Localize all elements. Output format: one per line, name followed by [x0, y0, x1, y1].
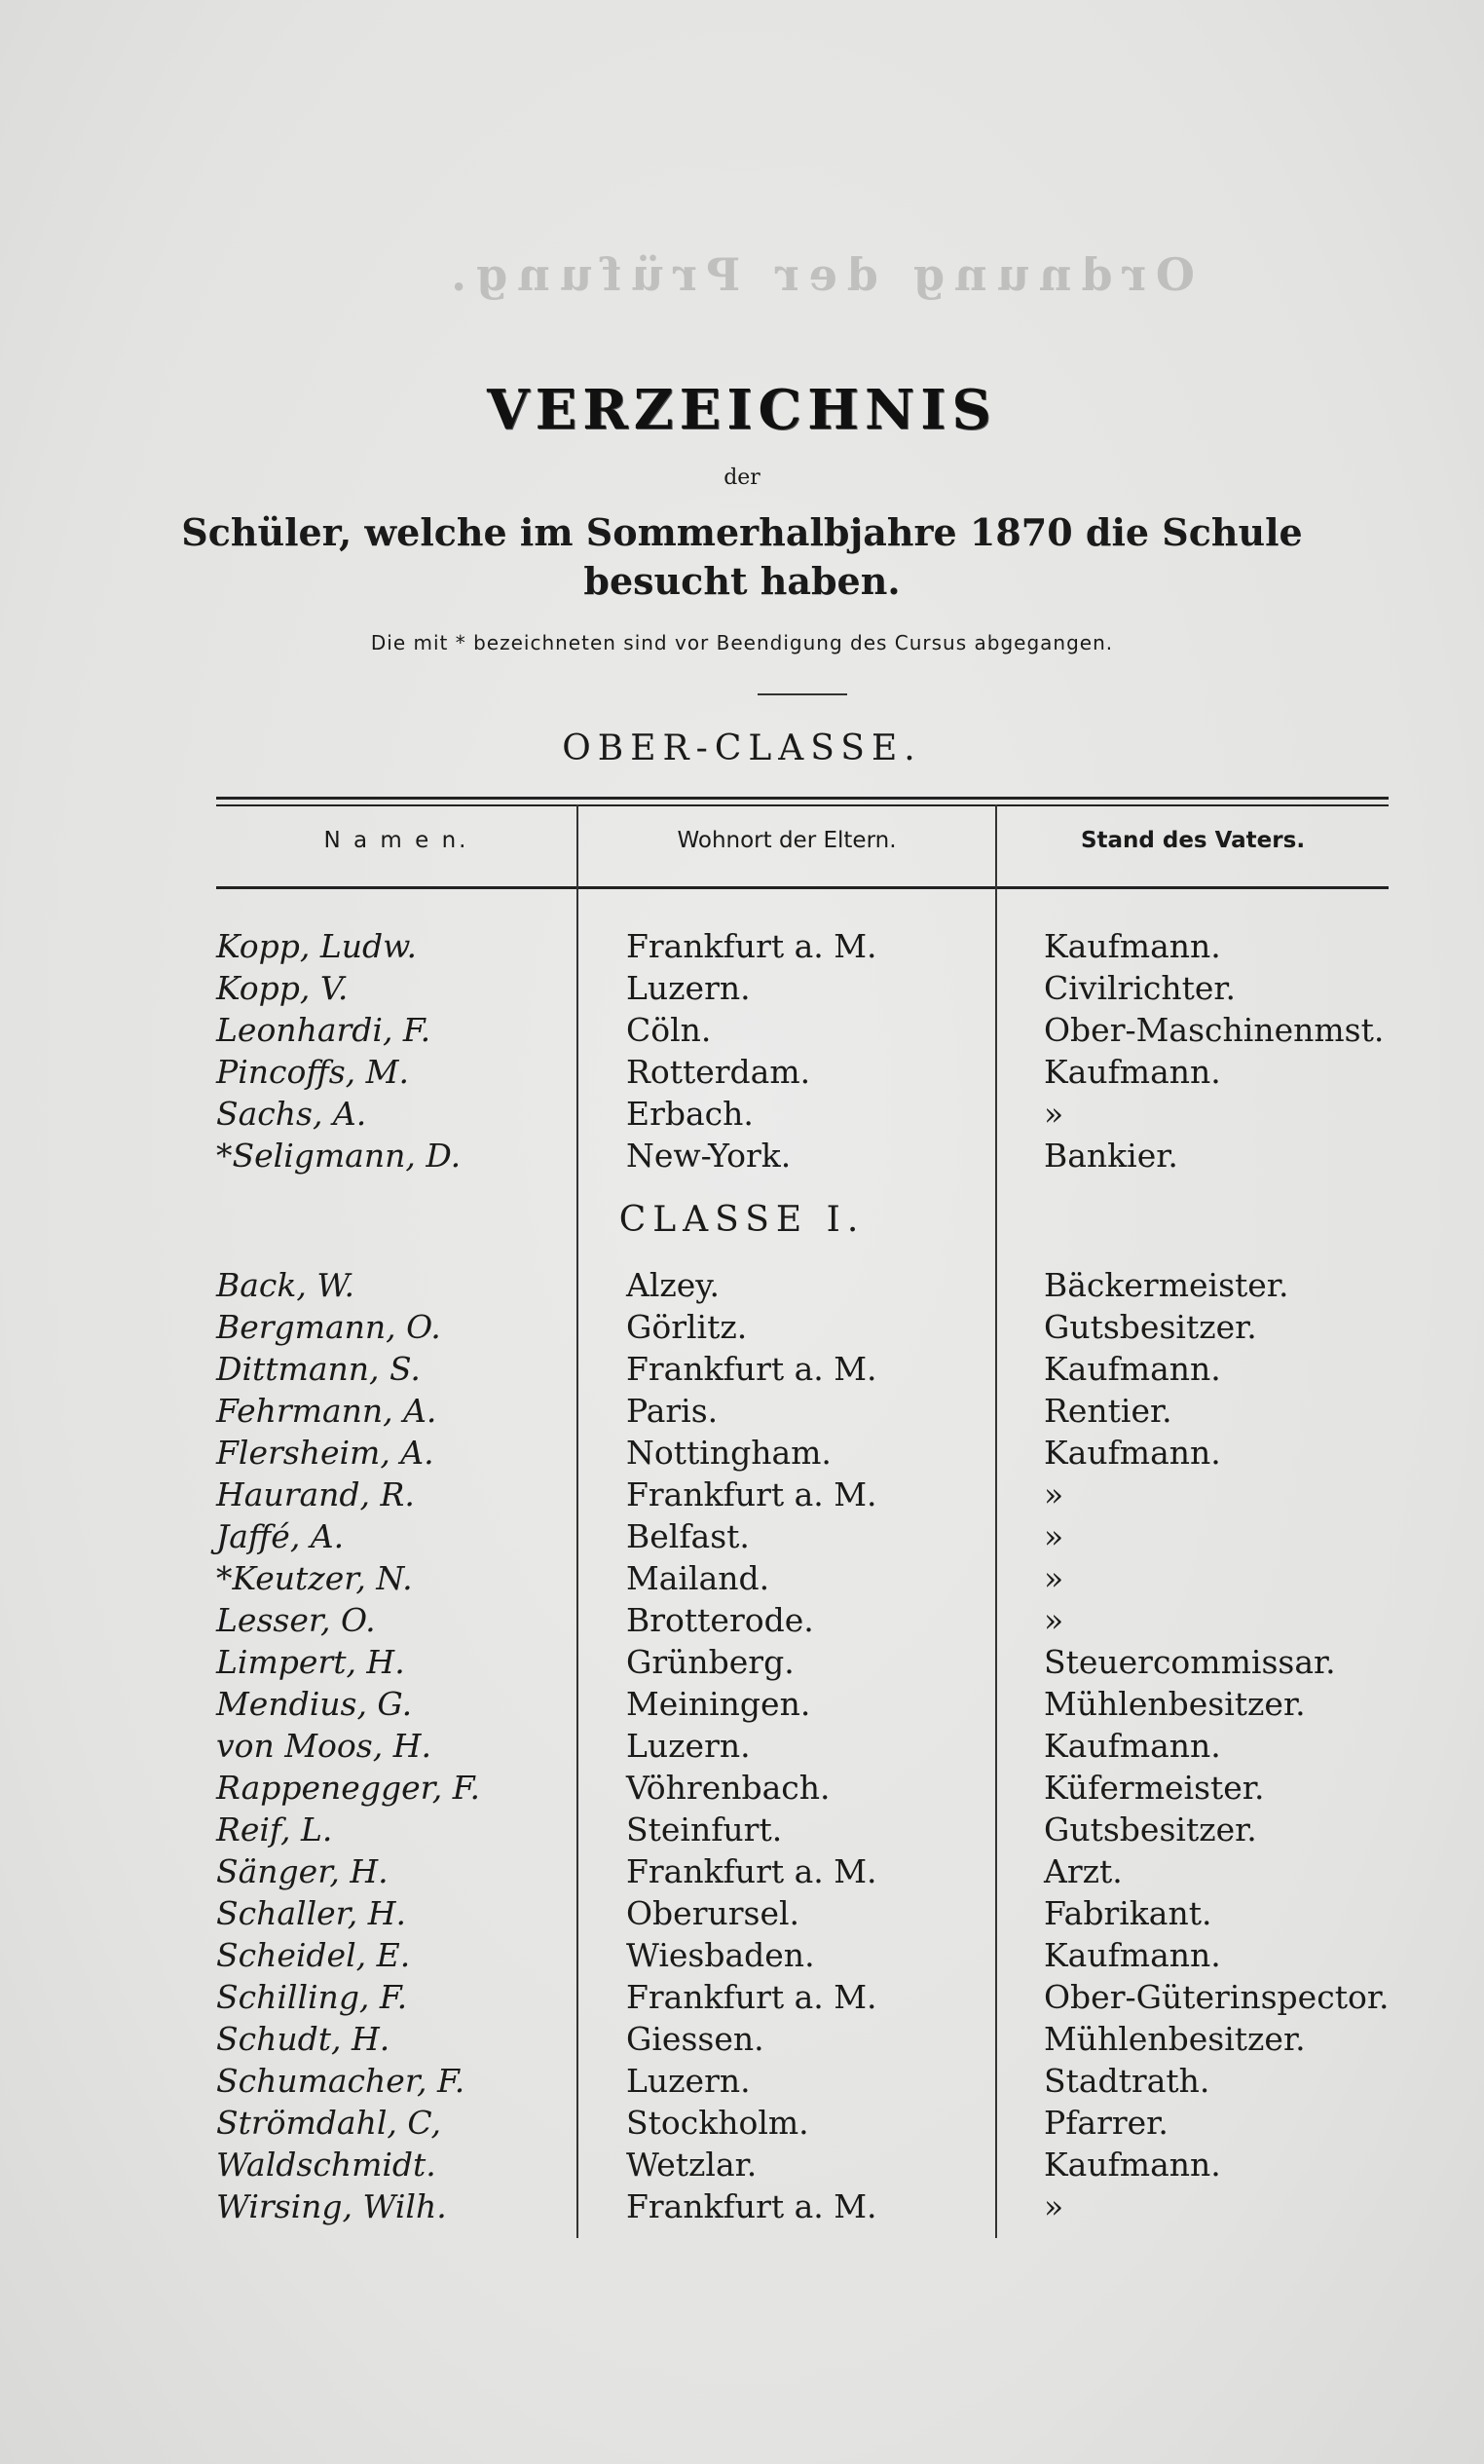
student-name: Reif, L.: [216, 1811, 333, 1848]
father-occupation: »: [1044, 1517, 1064, 1555]
section-title-classe-i: CLASSE I.: [618, 1200, 866, 1240]
parents-residence: Rotterdam.: [626, 1053, 811, 1091]
father-occupation: Kaufmann.: [1044, 1936, 1221, 1974]
student-name: Dittmann, S.: [216, 1350, 421, 1388]
father-occupation: Rentier.: [1044, 1392, 1172, 1430]
student-name: Rappenegger, F.: [216, 1769, 480, 1807]
father-occupation: Kaufmann.: [1044, 1434, 1221, 1472]
student-name: Back, W.: [216, 1266, 355, 1304]
table-row: [0, 1811, 1484, 1852]
section-title-ober-classe: OBER-CLASSE.: [562, 728, 922, 768]
parents-residence: Frankfurt a. M.: [626, 927, 877, 965]
father-occupation: Gutsbesitzer.: [1044, 1811, 1257, 1848]
parents-residence: Cöln.: [626, 1011, 712, 1049]
parents-residence: Meiningen.: [626, 1685, 811, 1723]
table-row: [0, 1308, 1484, 1350]
father-occupation: Pfarrer.: [1044, 2104, 1169, 2142]
father-occupation: Mühlenbesitzer.: [1044, 1685, 1306, 1723]
parents-residence: Görlitz.: [626, 1308, 748, 1346]
student-name: Sachs, A.: [216, 1095, 367, 1133]
der-line: der: [723, 466, 761, 490]
student-name: Jaffé, A.: [216, 1517, 345, 1555]
table-row: [0, 1011, 1484, 1053]
father-occupation: Ober-Güterinspector.: [1044, 1978, 1390, 2016]
father-occupation: Civilrichter.: [1044, 969, 1237, 1007]
table-row: [0, 1936, 1484, 1978]
table-row: [0, 1350, 1484, 1392]
student-name: Sänger, H.: [216, 1852, 389, 1890]
table-row: [0, 2187, 1484, 2229]
parents-residence: Frankfurt a. M.: [626, 1475, 877, 1513]
parents-residence: Frankfurt a. M.: [626, 1852, 877, 1890]
parents-residence: Paris.: [626, 1392, 719, 1430]
student-name: Mendius, G.: [216, 1685, 413, 1723]
parents-residence: Frankfurt a. M.: [626, 1350, 877, 1388]
father-occupation: Kaufmann.: [1044, 1727, 1221, 1765]
father-occupation: »: [1044, 1601, 1064, 1639]
student-name: Schudt, H.: [216, 2020, 390, 2058]
bleed-through-text: Ordnung der Prüfung.: [441, 248, 1195, 301]
table-row: [0, 1685, 1484, 1727]
parents-residence: Luzern.: [626, 2062, 751, 2100]
student-name: Kopp, Ludw.: [216, 927, 417, 965]
table-row: [0, 1095, 1484, 1137]
table-row: [0, 1517, 1484, 1559]
parents-residence: Stockholm.: [626, 2104, 809, 2142]
table-row: [0, 2062, 1484, 2104]
student-name: Schumacher, F.: [216, 2062, 465, 2100]
parents-residence: Mailand.: [626, 1559, 770, 1597]
parents-residence: Luzern.: [626, 1727, 751, 1765]
father-occupation: »: [1044, 2187, 1064, 2225]
parents-residence: Brotterode.: [626, 1601, 814, 1639]
father-occupation: Bäckermeister.: [1044, 1266, 1289, 1304]
document-title: VERZEICHNIS: [487, 378, 997, 442]
student-name: Schilling, F.: [216, 1978, 408, 2016]
document-heading: [0, 508, 1484, 606]
student-name: Limpert, H.: [216, 1643, 405, 1681]
table-row: [0, 2146, 1484, 2187]
table-row: [0, 1643, 1484, 1685]
student-name: Pincoffs, M.: [216, 1053, 409, 1091]
parents-residence: New-York.: [626, 1137, 792, 1175]
student-name: Waldschmidt.: [216, 2146, 436, 2184]
table-row: [0, 927, 1484, 969]
parents-residence: Nottingham.: [626, 1434, 832, 1472]
table-row: [0, 1137, 1484, 1178]
table-row: [0, 1978, 1484, 2020]
student-name: Strömdahl, C,: [216, 2104, 441, 2142]
father-occupation: Fabrikant.: [1044, 1894, 1212, 1932]
parents-residence: Grünberg.: [626, 1643, 795, 1681]
table-row: [0, 1475, 1484, 1517]
table-row: [0, 1727, 1484, 1769]
student-name: Kopp, V.: [216, 969, 349, 1007]
parents-residence: Frankfurt a. M.: [626, 2187, 877, 2225]
table-row: [0, 969, 1484, 1011]
father-occupation: »: [1044, 1095, 1064, 1133]
father-occupation: Bankier.: [1044, 1137, 1178, 1175]
student-name: Wirsing, Wilh.: [216, 2187, 447, 2225]
table-row: [0, 1392, 1484, 1434]
father-occupation: Ober-Maschinenmst.: [1044, 1011, 1385, 1049]
father-occupation: Kaufmann.: [1044, 927, 1221, 965]
table-row: [0, 1559, 1484, 1601]
parents-residence: Steinfurt.: [626, 1811, 783, 1848]
table-row: [0, 1894, 1484, 1936]
student-name: Lesser, O.: [216, 1601, 376, 1639]
table-header-rule: [216, 886, 1389, 889]
father-occupation: Kaufmann.: [1044, 1053, 1221, 1091]
parents-residence: Oberursel.: [626, 1894, 800, 1932]
father-occupation: Stadtrath.: [1044, 2062, 1210, 2100]
student-name: Leonhardi, F.: [216, 1011, 431, 1049]
column-header-stand: Stand des Vaters.: [1080, 828, 1306, 853]
cursus-note: Die mit * bezeichneten sind vor Beendigung des Cursus abgegangen.: [370, 631, 1114, 654]
student-name: *Keutzer, N.: [216, 1559, 413, 1597]
table-row: [0, 1852, 1484, 1894]
divider: [758, 693, 847, 695]
heading-line-1: Schüler, welche im Sommerhalbjahre 1870 die Schule: [181, 510, 1303, 554]
student-name: von Moos, H.: [216, 1727, 431, 1765]
parents-residence: Wiesbaden.: [626, 1936, 815, 1974]
column-header-namen: N a m e n.: [323, 828, 469, 853]
parents-residence: Erbach.: [626, 1095, 754, 1133]
table-row: [0, 1434, 1484, 1475]
father-occupation: Gutsbesitzer.: [1044, 1308, 1257, 1346]
table-row: [0, 2020, 1484, 2062]
father-occupation: »: [1044, 1559, 1064, 1597]
column-header-wohnort: Wohnort der Eltern.: [677, 828, 897, 853]
father-occupation: Steuercommissar.: [1044, 1643, 1336, 1681]
father-occupation: Mühlenbesitzer.: [1044, 2020, 1306, 2058]
table-row: [0, 1769, 1484, 1811]
table-top-rule-inner: [216, 804, 1389, 806]
parents-residence: Frankfurt a. M.: [626, 1978, 877, 2016]
table-row: [0, 1053, 1484, 1095]
father-occupation: Kaufmann.: [1044, 1350, 1221, 1388]
parents-residence: Wetzlar.: [626, 2146, 758, 2184]
table-row: [0, 1601, 1484, 1643]
student-name: Haurand, R.: [216, 1475, 415, 1513]
heading-line-2: besucht haben.: [583, 559, 901, 603]
father-occupation: Kaufmann.: [1044, 2146, 1221, 2184]
father-occupation: »: [1044, 1475, 1064, 1513]
parents-residence: Alzey.: [626, 1266, 721, 1304]
student-name: *Seligmann, D.: [216, 1137, 462, 1175]
student-name: Flersheim, A.: [216, 1434, 434, 1472]
parents-residence: Vöhrenbach.: [626, 1769, 831, 1807]
student-name: Schaller, H.: [216, 1894, 407, 1932]
father-occupation: Küfermeister.: [1044, 1769, 1265, 1807]
table-top-rule: [216, 797, 1389, 800]
table-row: [0, 2104, 1484, 2146]
father-occupation: Arzt.: [1044, 1852, 1123, 1890]
parents-residence: Giessen.: [626, 2020, 764, 2058]
parents-residence: Luzern.: [626, 969, 751, 1007]
student-name: Bergmann, O.: [216, 1308, 441, 1346]
student-name: Fehrmann, A.: [216, 1392, 437, 1430]
student-name: Scheidel, E.: [216, 1936, 411, 1974]
table-row: [0, 1266, 1484, 1308]
parents-residence: Belfast.: [626, 1517, 750, 1555]
